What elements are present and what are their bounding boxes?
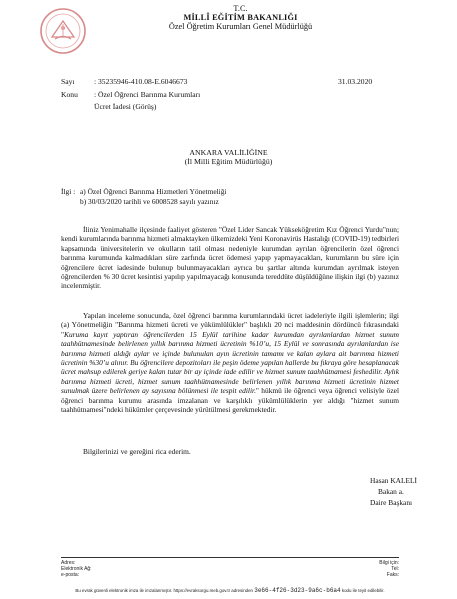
- signature-title-1: Bakan a.: [378, 487, 404, 496]
- header-directorate: Özel Öğretim Kurumları Genel Müdürlüğü: [168, 22, 313, 31]
- meta-konu: [61, 90, 200, 99]
- footer-tel-label: Tel:: [391, 566, 399, 572]
- addressee-line2: (İl Milli Eğitim Müdürlüğü): [184, 157, 273, 166]
- footer-contact-left: [61, 560, 92, 578]
- footer-contact-right: [340, 560, 399, 578]
- signature-title-2: Daire Başkanı: [370, 498, 413, 507]
- footer-network-label: Elektronik Ağ:: [61, 566, 92, 572]
- footer-rule: [61, 557, 399, 558]
- paragraph-2-end: " hükmü ile öğrenci veya öğrenci velisiyle özel öğrenci barınma kurumu arasında imzalanan ve karşılıklı yükümlülüklerin yer aldığı "hizmet sunum taahhütnamesi"ndeki hükümler çerçevesinde yürütülmesi gerekmektedir.: [61, 386, 399, 415]
- footer-verification-note: [20, 588, 440, 594]
- footer-fax-label: Faks:: [386, 572, 399, 578]
- body-paragraph-1: İliniz Yenimahalle ilçesinde faaliyet gösteren "Özel Lider Sancak Yükseköğretim Kız Öğrenci Yurdu"nun; kendi kurumlarında barınma hizmeti almaktayken ülkemizdeki Yeni Koronavirüs Hastalığı (COVID-19) tedbirleri kapsamında üniversitelerin ve okulların tatil olması nedeniyle kurumdan ayrılan öğrencilerin özel öğrenci barınma kurumunda kalmadıkları süre zarfında ücret ödemesi yapıp yapmayacakları, kurumların bu süre için öğrencilere ücret iadesinde bulunup bulunmayacakları ayrıca bu şartlar altında kurumdan ayrılmak isteyen öğrencilerden % 30 ücret kesintisi yapılıp yapılmayacağı konusunda tereddüte düşüldüğüne ilişkin ilgi (b) yazınız incelenmiştir.: [61, 225, 399, 291]
- body-paragraph-2: [61, 311, 399, 414]
- reference-b: b) 30/03/2020 tarihli ve 6008528 sayılı yazınız: [80, 197, 219, 206]
- header-ministry: MİLLÎ EĞİTİM BAKANLIĞI: [183, 13, 298, 22]
- reference-a-text: a) Özel Öğrenci Barınma Hizmetleri Yönetmeliği: [80, 187, 227, 196]
- header-tc: T.C.: [233, 4, 248, 13]
- reference-a: [61, 187, 226, 196]
- konu-label: Konu: [61, 90, 78, 99]
- closing-line: Bilgilerinizi ve gereğini rica ederim.: [83, 447, 191, 456]
- signature-name: Hasan KALELİ: [370, 476, 417, 485]
- konu-value: : Özel Öğrenci Barınma Kurumları: [94, 90, 201, 99]
- verification-text: Bu evrak güvenli elektronik imza ile imzalanmıştır. https://evraksorgu.meb.gov.tr adresinden: [75, 588, 253, 593]
- sayi-label: Sayı: [61, 77, 75, 86]
- footer-address-label: Adres:: [61, 560, 76, 566]
- verification-code: 3e66-4f26-3d23-9a6c-b6a4: [254, 587, 341, 594]
- verification-text-end: kodu ile teyit edilebilir.: [341, 588, 385, 593]
- meta-sayi: [61, 77, 187, 86]
- sayi-value: : 35235946-410.08-E.6046673: [94, 77, 188, 86]
- document-date: 31.03.2020: [338, 77, 373, 86]
- paragraph-2-intro: Yapılan inceleme sonucunda, özel öğrenci barınma kurumlarındaki ücret iadeleriyle ilgili işlemlerin; ilgi (a) Yönetmeliğin "Barınma hizmeti ücreti ve yükümlülükler" başlıklı 20 nci maddesinin dördüncü fıkrasındaki ": [61, 311, 399, 339]
- footer-info-label: Bilgi için:: [379, 560, 399, 566]
- regulation-quote: Kuruma kayıt yaptıran öğrencilerden 15 Eylül tarihine kadar kurumdan ayrılanlardan hizmet sunum taahhütnamesinde belirlenen yıllık barınma hizmeti ücretinin %10’u, 15 Eylül ve sonrasında ayrılanlardan ise barınma hizmeti aldığı aylar ve içinde bulunulan ayın ücretinin tamamı ve kalan aylara ait barınma hizmeti ücretinin %30’u alınır. Bu öğrencilere depozitoları ile peşin ödeme yapılan hallerde bu fıkraya göre hesaplanacak ücret mahsup edilerek geriye kalan tutar bir ay içinde iade edilir ve hizmet sunum taahhütnamesi feshedilir. Aylık barınma hizmeti ücreti, hizmet sunum taahhütnamesinde belirlenen yıllık barınma hizmeti ücretinin hizmet sunulmak üzere belirlenen ay sayısına bölünmesi ile tespit edilir.: [61, 329, 399, 396]
- konu-value-line2: Ücret İadesi (Görüş): [94, 102, 157, 111]
- addressee-line1: ANKARA VALİLİĞİNE: [189, 148, 268, 157]
- footer-email-label: e-posta:: [61, 572, 80, 578]
- reference-label: İlgi :: [61, 187, 76, 196]
